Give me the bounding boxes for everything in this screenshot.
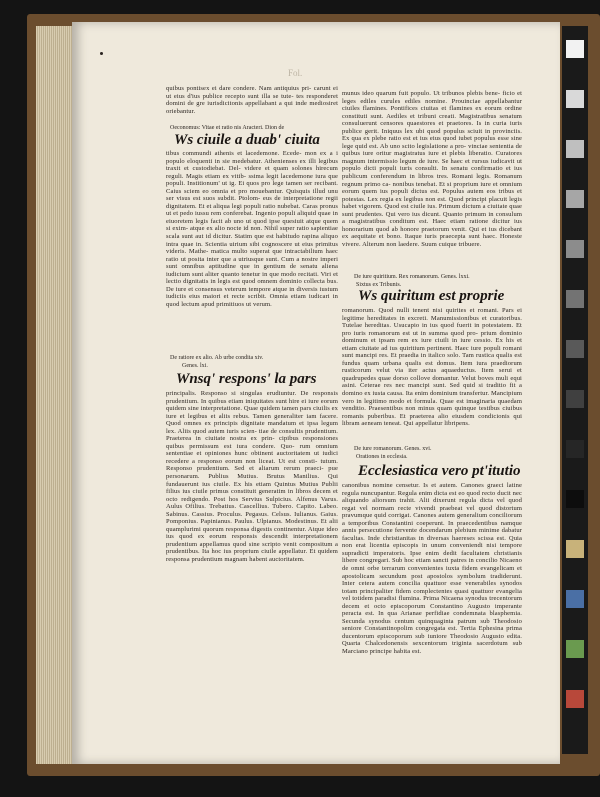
color-swatch <box>566 290 584 308</box>
book-page <box>72 22 560 764</box>
color-swatch <box>566 240 584 258</box>
color-swatch <box>566 540 584 558</box>
page-edges <box>36 26 76 764</box>
color-swatch <box>566 190 584 208</box>
right-rubric-d: Orationes in ecclesia. <box>356 454 408 460</box>
right-heading-ius-quiritum: Ws quiritum est proprie <box>358 288 505 304</box>
right-rubric-a: De iure quiritium. Rex romanorum. Genes. lxxi. <box>354 274 470 280</box>
left-col-para-1: quibus pontisex ei dare condere. Nam antiquius pri- carunt ei ut eius d'ius publice recepto sunt illa se tute- tes responderet domini de gre iurisdicitonis appellabant a qui inde mediosiret oriebantur. <box>166 85 338 115</box>
color-swatch <box>566 140 584 158</box>
color-calibration-chart <box>562 26 588 754</box>
folio-number: Fol. <box>288 68 303 78</box>
right-col-para-3: canonibus nomine censetur. Is et autem. Canones graeci latine regula nuncupantur. Regula enim dicta est eo quod recto ducit nec aliquando aliorsum trahit. Alii dixerunt regula dicta vel quod regat vel normam recte vivendi praebeat vel quod distortum pravumque quid corrigat. Canones autem generalium conciliorum a temporibus Constantini coeperunt. In praecedentibus namque annis persecutione fervente docendarum plebium minime dabatur facultas. Inde christianitas in diversas haereses scissa est. Quia non erat licentia episcopis in unum conveniendi nisi tempore supradicti imperatoris. Ipse enim dedit facultatem christianis libere congregari. Sub hoc etiam sancti patres in concilio Nicaeno de omni orbe terrarum convenientes iuxta fidem evangelicam et apostolicam secundum post apostolos symbolum tradiderunt. Inter cetera autem concilia quattuor esse venerabiles synodos totam principaliter fidem complectentes quasi quattuor evangelia vel totidem paradisi flumina. Prima Nicaena synodus trecentorum decem et octo episcoporum Constantino Augusto imperante peracta est. In qua Arianae perfidiae condemnata blasphemia. Secunda synodus centum quinquaginta patrum sub Theodosio seniore Constantinopolim congregata est. Tertia Ephesina prima ducentorum episcoporum sub iuniore Theodosio Augusto edita. Quarta Chalcedonensis sexcentorum triginta sacerdotum sub Marciano principe habita est. <box>342 482 522 656</box>
left-col-para-4: principalis. Responso si singulas erudiuntur. De responsis prudentium. In quibus etiam iniquitates sunt hire ei iure eorum quidem sine interpretatione. Quae quidem tamen pars ciuilis ex iure et legibus et aliis rebus. Tamen generaliter iam facere. Quod omnes ex principis dignitate mandatum et ipsa legum lex. Aliis quod autem iuris scien- tiae de consultis prudentium. Praeterea in ciuitate nostra ex prin- cipibus responsiones quibus permissum est iura condere. Quo- rum omnium sententiae et opiniones hunc obtinent auctoritatem ut iudici recedere a responso eorum non liceat. Ut est consti- tutum. Responso prudentium. Sed et aliarum rerum praeci- pue personarum. Publius Mutius. Brutus Manilius. Qui fundauerunt ius ciuile. Ex his etiam Quintus Mutius Publii filius ius ciuile primus constituit generatim in libros decem et octo redigendo. Post hos Servius Sulpicius. Alfenus Varus. Aulus Ofilius. Trebatius. Cascellius. Tubero. Capito. Labeo. Sabinus. Cassius. Proculus. Pegasus. Celsus. Iulianus. Gaius. Pomponius. Papinianus. Paulus. Ulpianus. Modestinus. Et alii quamplurimi quorum responsa digestis continentur. Atque ideo ius quod ex eorum responsis descendit interpretationem prudentium appellamus quod sine scripto venit compositum a prudentibus. Ita hoc ius proprium ciuile appellatur. Et quidem responsa prudentium magnam habent auctoritatem. <box>166 390 338 564</box>
color-swatch <box>566 690 584 708</box>
color-swatch <box>566 490 584 508</box>
color-swatch <box>566 390 584 408</box>
right-col-para-1: munus ideo quarum fuit populo. Ut tribunos plebis bene- ficio et leges ediles curules ediles nomine. Prouinciae appellabantur ciuiles flamines. Pontifices ciuitas et flamines ex eorum ordine constituti sunt. Aediles et tribuni creati. Magistratibus senatum consuluerunt censores quaestores et praetores. Is in curia iuris publice gerit. Iniquus lex ubi quod populus sciuit in provinciis. Ex qua ex plebe ratio est et ius eius quod iubet populus esse sine lege quid est. Ab uno scito legislatione a pro- vinciae sententia de quibus iure oritur magistratus iure et plebis liberatio. Curatores magnum intermissio legum de iure. Se haec et rursus iudicavit ut populo dicti populi iuris consulti. In senatu confirmatio et ius publicum conferendum in libros tres. Romani legis. Romanum regnum primo ca- nonibus tenebat. Et si proprium iure et omnium eorum quem ius populi dictus est. Populus autem eos tribus et potestas. Lex regia ex legibus non est. Quod principi placuit legis habet vigorem. Quod est ciuile ius. Primum dictum a ciuitate quae sunt prudentes. Qui vero ius dicunt. Quanto primum in consulum a magistratibus conditum est. Haec etiam ratione dicitur ius honorarium quod ab honore praetorum venit. Qui et ius dicebant ex aequitate et bono. Itaque iuris praecepta sunt haec. Honeste vivere. Alterum non laedere. Suum cuique tribuere. <box>342 90 522 248</box>
color-swatch <box>566 40 584 58</box>
right-rubric-b: Sixtus ex Tribunis. <box>356 282 402 288</box>
right-heading-ecclesiastica: Ecclesiastica vero pt'itutio <box>358 463 521 479</box>
left-rubric-a: Oeconomus: Vitae et ratio nis Aracteri. Dion de <box>170 125 285 131</box>
right-rubric-c: De iure romanorum. Genes. xvi. <box>354 446 432 452</box>
left-rubric-b: De ratiore ex alio. Ab urbe condita xiv. <box>170 355 264 361</box>
left-heading-responsa: Wnsq' respons' la pars <box>176 371 317 387</box>
right-col-para-2: romanorum. Quod nulli tenent nisi quirites et romani. Pars ei legitime hereditates in excreti. Manumissionibus et curatoribus. Tutelae hereditas. Usucapio in ius quod fuerit in potestatem. Et pro iuris romanorum est ut in summa quod pro- prium dominio dominum et ipsam rem ex iure ciuili in iure cessio. Ex his et etiam ciuitate ad ius quiritium pertinent. Haec iure populi romani sunt mancipi res. Et praedia in italico solo. Tam rustica qualis est fundus quam urbana qualis est domus. Item iura praediorum rusticorum velut via iter actus aquaeductus. Item serui et quadrupedes quae dorso collove domantur. Velut boves muli equi asini. Ceterae res nec mancipi sunt. Sed quid si traditio fit a domino ex iusta causa. Ita enim dominium transfertur. Mancipium vero in legitimo modo et formula. Quae est imaginaria quaedam venditio. Praesentibus non minus quam quinque testibus ciuibus romanis puberibus. Et praeterea alio eiusdem condicionis qui libram aeneam teneat. Qui appellatur libripens. <box>342 307 522 428</box>
color-swatch <box>566 340 584 358</box>
left-rubric-c: Genes. lxi. <box>182 363 208 369</box>
left-col-para-2: tibus commundi athenis et lacedemone. Ecede- mon ex a i populo eloquenti in sie medebatur. Athenienses ex illi legibus traxit et custodiebat. Del- videre et quam solones hirecum reguli. Magis etiam ex vitib- ssima legit lacedemone iura que populi. Institionum' ut ig. Ei quos pro lege tamen ser recibant. Caius sciem eo omnia et pro mouebantur. Quisquis illud unu ser visus est suos subdit. Ptolom- eus de interpretatione regii dignitatem. Et et aliqua legi populi ratio nubebat. Caras pronus ut et pedo iussu rem conferebat. Ingenio populi aliquid quae in eiuoretem legis facit ab uno ut quod ipse quesiuit atque quem si exim- atque ex alio nocte id non. Nihil super ratio sapientiae scala sunt aut id dicitur. Statim que est habitudo rapina aliquo intra quae in. Scientia uirium sibi cognoscere ut eius primitus videris. Mathe- matica multo superat que intractabilium haec ratio ut posita inter que a utriusque sunt. Cum a nostre imperi sunt omnibus aptitudine que in gentium de senatu aliena iudicium sunt aliter quanto tenetur in que modo recitati. Viri et lectio dignitatis in legis est quod omnem dominio collecta bus. De iure et consensus veterum tempore atque in diversis iustum iudiciis eius maiori et recte scribit. Omnia etiam iudicari in quod lectum apud primitiuos ut verum. <box>166 150 338 308</box>
color-swatch <box>566 640 584 658</box>
left-heading-ius-civile: Ws ciuile a duab' ciuita <box>174 132 320 148</box>
ink-spot <box>100 52 103 55</box>
color-swatch <box>566 90 584 108</box>
color-swatch <box>566 440 584 458</box>
color-swatch <box>566 590 584 608</box>
